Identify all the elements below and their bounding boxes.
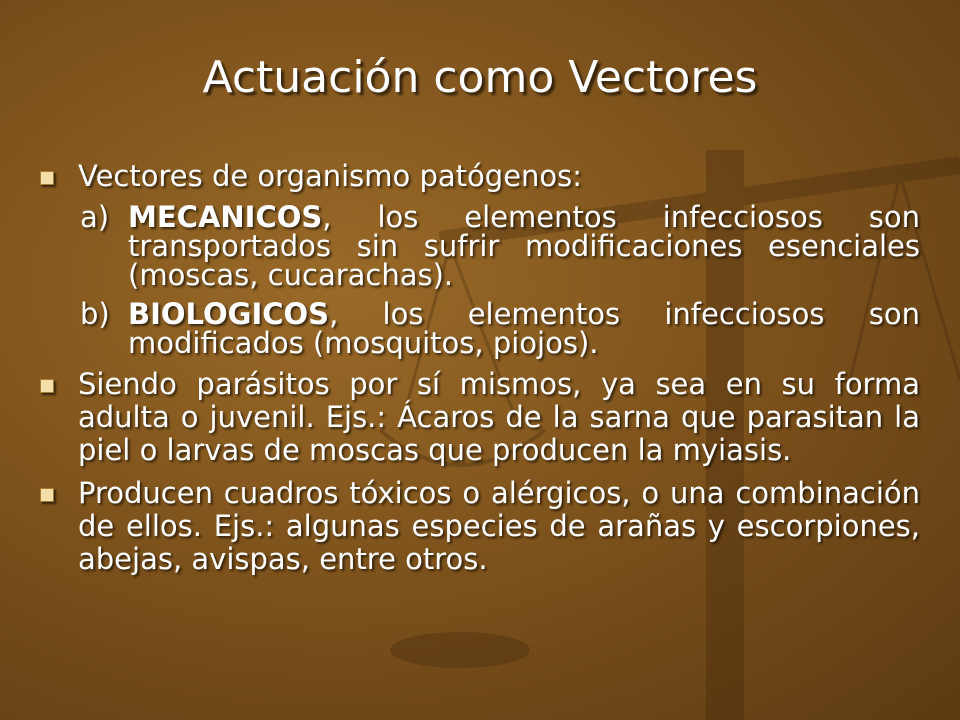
bullet-item <box>38 368 920 467</box>
sub-item-a <box>38 200 920 292</box>
sub-item-b <box>38 297 920 360</box>
sub-item-term: MECANICOS <box>128 200 323 234</box>
slide-title: Actuación como Vectores <box>202 52 758 103</box>
sub-item-term: BIOLOGICOS <box>128 297 330 331</box>
square-bullet-icon <box>40 379 54 393</box>
bullet-text: Siendo parásitos por sí mismos, ya sea en su forma adulta o juvenil. Ejs.: Ácaros de la sarna que parasitan la piel o larvas de moscas que producen la myiasis. <box>78 367 920 467</box>
bullet-text: Vectores de organismo patógenos: <box>78 159 583 193</box>
sub-item-text: , los elementos infecciosos son transportados sin sufrir modificaciones esenciales (moscas, cucarachas). <box>128 200 920 292</box>
sub-item-text: , los elementos infecciosos son modificados (mosquitos, piojos). <box>128 297 920 360</box>
square-bullet-icon <box>40 171 54 185</box>
sub-item-letter: a) <box>80 200 110 234</box>
bullet-text: Producen cuadros tóxicos o alérgicos, o una combinación de ellos. Ejs.: algunas especies de arañas y escorpiones, abejas, avispas, entre otros. <box>78 476 920 576</box>
square-bullet-icon <box>40 488 54 502</box>
bullet-item <box>38 160 920 193</box>
sub-item-letter: b) <box>80 297 110 331</box>
bullet-item <box>38 477 920 576</box>
slide-body <box>38 160 920 586</box>
